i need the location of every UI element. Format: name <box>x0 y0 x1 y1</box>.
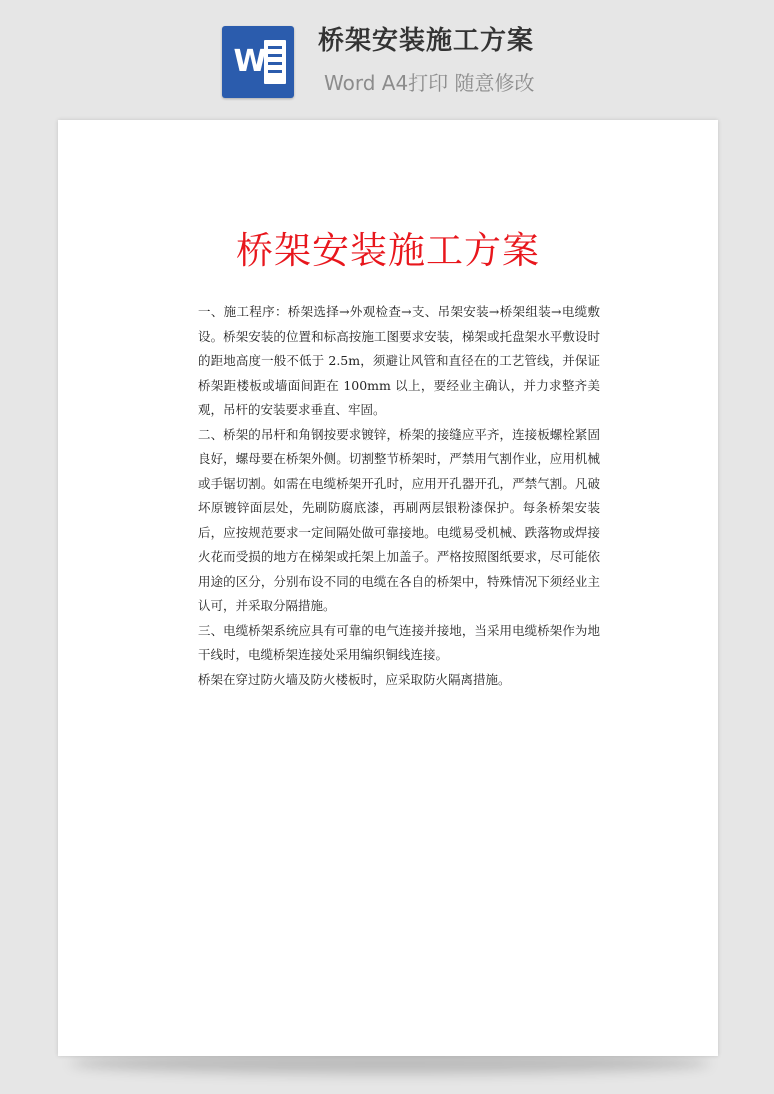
paragraph-2: 二、桥架的吊杆和角钢按要求镀锌，桥架的接缝应平齐，连接板螺栓紧固良好，螺母要在桥架外侧。切割整节桥架时，严禁用气割作业，应用机械或手锯切割。如需在电缆桥架开孔时，应用开孔器开孔，严禁气割。凡破坏原镀锌面层处，先刷防腐底漆，再刷两层银粉漆保护。每条桥架安装后，应按规范要求一定间隔处做可靠接地。电缆易受机械、跌落物或焊接火花而受损的地方在梯架或托架上加盖子。严格按照图纸要求，尽可能依用途的区分，分别布设不同的电缆在各自的桥架中，特殊情况下须经业主认可，并采取分隔措施。 <box>198 426 600 613</box>
document-page <box>58 120 718 1056</box>
paragraph-4: 桥架在穿过防火墙及防火楼板时，应采取防火隔离措施。 <box>198 671 511 687</box>
word-icon <box>222 26 294 98</box>
document-body <box>198 300 600 692</box>
header-title: 桥架安装施工方案 <box>318 26 535 56</box>
paragraph-1: 一、施工程序：桥架选择→外观检查→支、吊架安装→桥架组装→电缆敷设。桥架安装的位置和标高按施工图要求安装，梯架或托盘架水平敷设时的距地高度一般不低于 2.5m，须避让风管和直径在的工艺管线，并保证桥架距楼板或墙面间距在 100mm 以上，要经业主确认，并力求整齐美观，吊杆的安装要求垂直、牢固。 <box>198 304 600 417</box>
header <box>0 0 774 118</box>
header-subtitle: Word A4打印 随意修改 <box>324 71 535 95</box>
word-icon-letter: W <box>233 44 267 79</box>
document-title: 桥架安装施工方案 <box>236 229 540 272</box>
paragraph-3: 三、电缆桥架系统应具有可靠的电气连接并接地，当采用电缆桥架作为地干线时，电缆桥架连接处采用编织铜线连接。 <box>198 622 600 662</box>
